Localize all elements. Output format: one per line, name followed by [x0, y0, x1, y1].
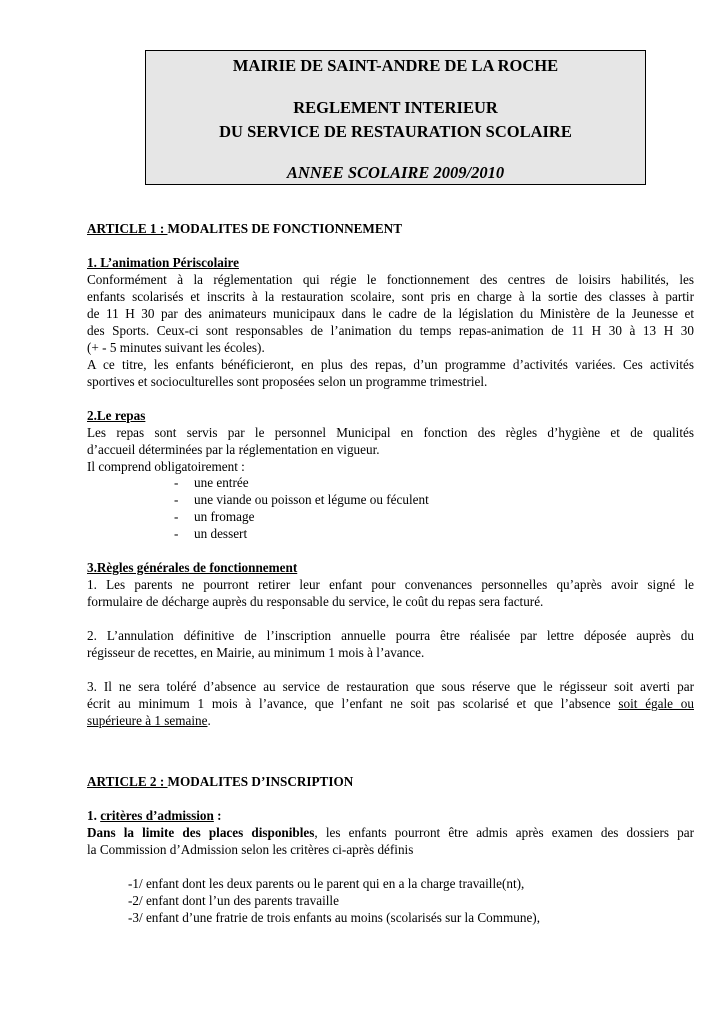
paragraph-line: (+ - 5 minutes suivant les écoles). [87, 340, 265, 355]
list-dash: - [174, 509, 179, 524]
article-2-title: MODALITES D’INSCRIPTION [167, 774, 354, 789]
section-criteres-title [87, 807, 222, 824]
paragraph-line: 3. Il ne sera toléré d’absence au service de restauration que sous réserve que le régisseur soit averti par [87, 679, 694, 694]
menu-item: un fromage [194, 509, 255, 524]
paragraph-line [87, 695, 694, 712]
paragraph-line: régisseur de recettes, en Mairie, au minimum 1 mois à l’avance. [87, 645, 425, 660]
service-title: DU SERVICE DE RESTAURATION SCOLAIRE [219, 122, 572, 141]
title-box [145, 50, 646, 185]
school-year-title: ANNEE SCOLAIRE 2009/2010 [286, 163, 505, 182]
paragraph-line: A ce titre, les enfants bénéficieront, en plus des repas, d’un programme d’activités variées. Ces activités [87, 357, 694, 372]
list-dash: - [174, 492, 179, 507]
menu-item: une viande ou poisson et légume ou féculent [194, 492, 429, 507]
article-2-heading [87, 773, 353, 790]
article-2-prefix: ARTICLE 2 : [87, 774, 168, 789]
list-dash: - [174, 526, 179, 541]
paragraph-line: la Commission d’Admission selon les critères ci-après définis [87, 842, 414, 857]
mairie-title: MAIRIE DE SAINT-ANDRE DE LA ROCHE [232, 56, 559, 75]
article-1-title: MODALITES DE FONCTIONNEMENT [167, 221, 402, 236]
paragraph-line [87, 824, 694, 841]
article-1-prefix: ARTICLE 1 : [87, 221, 168, 236]
paragraph-line: 1. Les parents ne pourront retirer leur enfant pour convenances personnelles qu’après avoir signé le [87, 577, 694, 592]
paragraph-line: Il comprend obligatoirement : [87, 459, 245, 474]
section-regles-title: 3.Règles générales de fonctionnement [87, 560, 298, 575]
paragraph-line [87, 712, 211, 729]
paragraph-line: 2. L’annulation définitive de l’inscription annuelle pourra être réalisée par lettre déposée auprès du [87, 628, 694, 643]
reglement-title: REGLEMENT INTERIEUR [293, 98, 498, 117]
paragraph-line: de 11 H 30 par des animateurs municipaux dans le cadre de la législation du Ministère de la Jeunesse et [87, 306, 694, 321]
section-number: 1. [87, 808, 101, 823]
criteria-item: -2/ enfant dont l’un des parents travaille [128, 893, 339, 908]
article-1-heading [87, 220, 402, 237]
paragraph-line: formulaire de décharge auprès du responsable du service, le coût du repas sera facturé. [87, 594, 544, 609]
paragraph-line: enfants scolarisés et inscrits à la restauration scolaire, sont pris en charge à la sortie des classes à partir [87, 289, 694, 304]
underlined-text: supérieure à 1 semaine [87, 713, 208, 728]
paragraph-line: Les repas sont servis par le personnel Municipal en fonction des règles d’hygiène et de qualités [87, 425, 694, 440]
paragraph-text: . [207, 713, 211, 728]
underlined-text: soit égale ou [618, 696, 694, 711]
section-title-text: critères d’admission [100, 808, 214, 823]
paragraph-line: Conformément à la réglementation qui régie le fonctionnement des centres de loisirs habilités, les [87, 272, 694, 287]
menu-item: un dessert [194, 526, 248, 541]
criteria-item: -3/ enfant d’une fratrie de trois enfants au moins (scolarisés sur la Commune), [128, 910, 540, 925]
section-repas-title: 2.Le repas [87, 408, 146, 423]
bold-text: Dans la limite des places disponibles [87, 825, 315, 840]
list-dash: - [174, 475, 179, 490]
criteria-item: -1/ enfant dont les deux parents ou le parent qui en a la charge travaille(nt), [128, 876, 525, 891]
paragraph-line: d’accueil déterminées par la réglementation en vigueur. [87, 442, 380, 457]
paragraph-text: , les enfants pourront être admis après examen des dossiers par [314, 825, 694, 840]
paragraph-text: écrit au minimum 1 mois à l’avance, que l’enfant ne soit pas scolarisé et que l’absence [87, 696, 619, 711]
section-colon: : [213, 808, 222, 823]
paragraph-line: sportives et socioculturelles sont proposées selon un programme trimestriel. [87, 374, 488, 389]
section-animation-title: 1. L’animation Périscolaire [87, 255, 240, 270]
menu-item: une entrée [194, 475, 249, 490]
paragraph-line: des Sports. Ceux-ci sont responsables de l’animation du temps repas-animation de 11 H 30 à 13 H 30 [87, 323, 694, 338]
